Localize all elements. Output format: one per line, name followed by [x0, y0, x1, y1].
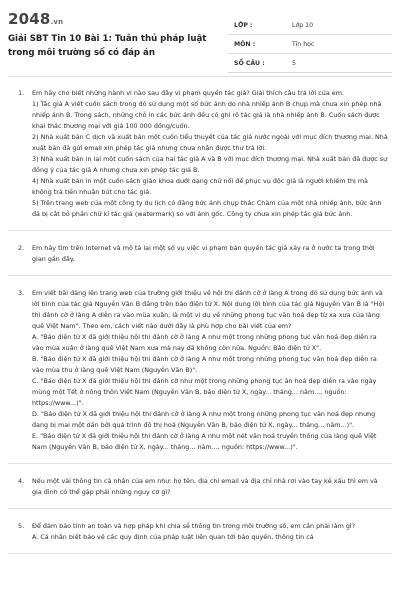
question-number: 4. — [18, 477, 25, 485]
question-item — [8, 509, 392, 554]
answer-option-a: A. Cá nhân biết bảo vệ các quy định của pháp luật liên quan tới bảo quyền, thông tin cá — [32, 533, 314, 541]
meta-key: MÔN : — [234, 41, 256, 48]
page-title: Giải SBT Tin 10 Bài 1: Tuân thủ pháp luật trong môi trường số có đáp án — [8, 34, 207, 58]
question-line: 1) Tác giả A viết cuốn sách trong đó sử dụng một số bức ảnh do nhà nhiếp ảnh B chụp mà chưa xin phép nhà nhiếp ảnh B. Trong sách, những chỗ in các bức ảnh đều có ghi rõ tác giả là nhà nhiếp ảnh B. Cuốn sách được khai thác thương mại với giá 100 000 đồng/cuốn. — [32, 100, 382, 130]
header — [8, 8, 392, 76]
question-line: Em viết bài đăng lên trang web của trường giới thiệu về hội thi đánh cờ ở làng A trong đó sử dụng bức ảnh và lời bình của tác giả Nguyễn Văn B đăng trên báo điện tử X. Nội dung lời bình của tác giả Nguyễn Văn B là "Hội thi đánh cờ ở làng A diễn ra vào mùa xuân, là một vi dụ về những phong tục văn hoá đẹp từ xa xưa của làng quê Việt Nam". Theo em, cách viết nào dưới đây là phù hợp cho bài viết của em? — [32, 289, 385, 330]
logo-sub: .vn — [50, 18, 64, 26]
question-list — [8, 84, 392, 600]
site-logo[interactable] — [8, 10, 63, 28]
header-divider — [8, 76, 392, 77]
question-line: Em hãy cho biết những hành vi nào sau đây vi phạm quyền tác giả? Giải thích câu trả lời của em. — [32, 89, 344, 97]
question-item — [8, 276, 392, 464]
answer-option-a: A. "Báo điện tử X đã giới thiệu hội thi đánh cờ ở làng A như một trong những phong tục văn hoá đẹp diễn ra vào mùa xuân ở làng quê Việt Nam xưa mà nay đã không còn nữa. Nguồn: Báo điện tử X". — [32, 333, 377, 352]
question-line: 4) Nhà xuất bản in một cuốn sách giáo khoa dưới dạng chữ nổi để phục vụ độc giả là người khiếm thị mà không trả tiền nhuận bút cho tác giả. — [32, 177, 368, 196]
question-line: Nếu một vài thông tin cá nhân của em như: họ tên, địa chỉ email và địa chỉ nhà rơi vào tay kẻ xấu thì em và gia đình có thể gặp phải những nguy cơ gì? — [32, 477, 378, 496]
meta-value: 5 — [292, 60, 296, 67]
meta-value: Lớp 10 — [292, 22, 314, 29]
question-item — [8, 231, 392, 276]
question-line: 5) Trên trang web của một công ty du lịch có đăng bức ảnh chụp thác Chàm của một nhà nhiếp ảnh, bức ảnh đã bị cắt bỏ phần chữ kí tác giả (watermark) so với ảnh gốc. Công ty chưa xin phép tác giả bức ảnh. — [32, 199, 382, 218]
question-line: 2) Nhà xuất bản C dịch và xuất bản một cuốn tiểu thuyết của tác giả nước ngoài với mục đích thương mại. Nhà xuất bản đã gửi email xin phép tác giả nhưng chưa nhận được thư trả lời. — [32, 133, 388, 152]
question-text — [32, 288, 392, 453]
question-text — [32, 243, 392, 265]
meta-row-count — [228, 54, 392, 73]
question-number: 3. — [18, 289, 25, 297]
question-line: Để đảm bảo tính an toàn và hợp pháp khi chia sẻ thông tin trong môi trường số, em cần phải làm gì? — [32, 522, 356, 530]
meta-key: SỐ CÂU : — [234, 60, 265, 67]
meta-key: LỚP : — [234, 22, 253, 29]
question-text — [32, 88, 392, 220]
question-line: 3) Nhà xuất bản in lại một cuốn sách của hai tác giả A và B với mục đích thương mại. Nhà xuất bản đã được sự đồng ý của tác giả A nhưng chưa xin phép tác giả B. — [32, 155, 388, 174]
question-number: 5. — [18, 522, 25, 530]
meta-value: Tin học — [292, 41, 315, 48]
question-number: 2. — [18, 244, 25, 252]
question-text — [32, 521, 392, 543]
question-item — [8, 464, 392, 509]
answer-option-b: B. "Báo điện tử X đã giới thiệu hội thi đánh cờ ở làng A như một trong những phong tục văn hoá đẹp diễn ra vào mùa thu ở làng quê Việt Nam (Nguyễn Văn B)". — [32, 355, 377, 374]
question-number: 1. — [18, 89, 25, 97]
meta-row-class — [228, 16, 392, 35]
question-item — [8, 84, 392, 231]
meta-row-subject — [228, 35, 392, 54]
answer-option-e: E. "Báo điện tử X đã giới thiệu hội thi đánh cờ ở làng A như một nét văn hoá truyền thống của làng quê Việt Nam (Nguyễn Văn B, báo điện tử X, ngày... tháng... năm..., nguồn: https://www...)". — [32, 432, 377, 451]
answer-option-c: C. "Báo điện tử X đã giới thiệu hội thi đánh cờ như một trong những phong tục ăn hoá đẹp diễn ra vào ngày mùng một Tết ở nông thôn Việt Nam (Nguyễn Văn B, báo điện tử X, ngày... tháng... năm..., nguồn: https://www...)". — [32, 377, 377, 407]
answer-option-d: D. "Báo điện tử X đã giới thiệu hội thi đánh cờ ở làng A như một trong những phong tục văn hoá đẹp nhưng đang bị mai một dần bởi quá trình đô thị hoá (Nguyễn Văn B, báo điện tử X, ngày... tháng... năm...)". — [32, 410, 376, 429]
question-line: Em hãy tìm trên Internet và mô tả lại một số vụ việc vi phạm bản quyền tác giả xảy ra ở nước ta trong thời gian gần đây. — [32, 244, 375, 263]
meta-table — [228, 16, 392, 73]
question-text — [32, 476, 392, 498]
logo-main: 2048 — [8, 10, 51, 28]
